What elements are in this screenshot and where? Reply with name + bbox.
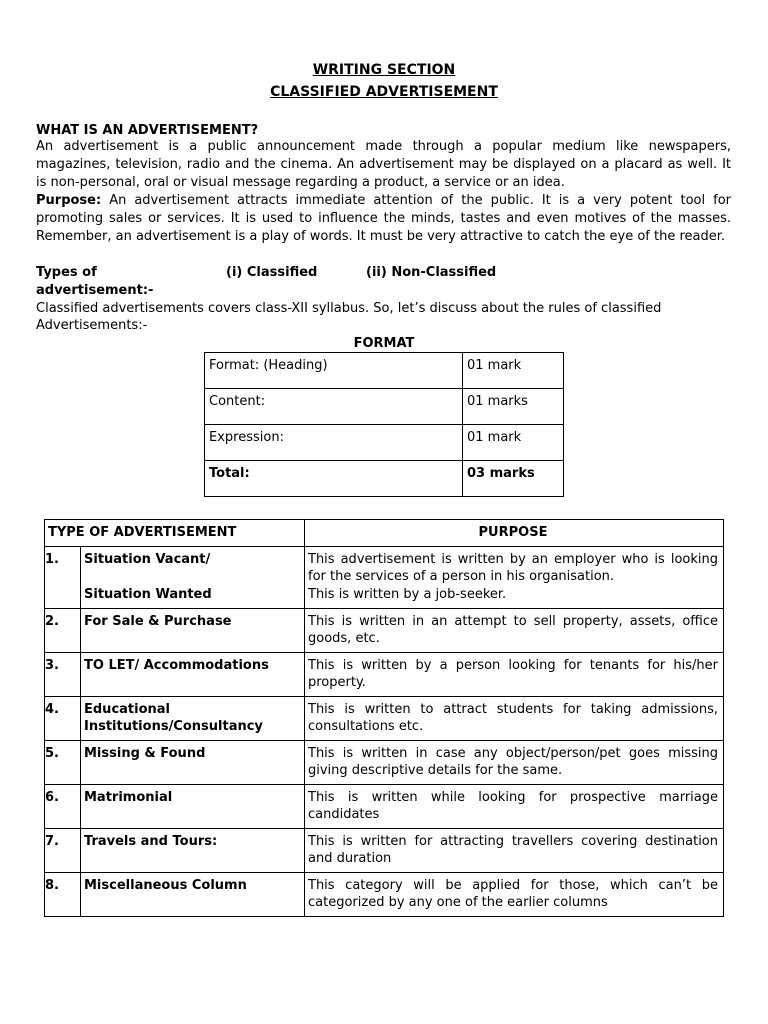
ad-type: Matrimonial xyxy=(81,784,305,828)
ad-type-cell xyxy=(81,546,305,608)
table-row xyxy=(205,389,564,425)
intro-question: WHAT IS AN ADVERTISEMENT? xyxy=(36,123,259,138)
row-number: 4. xyxy=(45,696,81,740)
ad-type: Missing & Found xyxy=(81,740,305,784)
ad-type: Travels and Tours: xyxy=(81,828,305,872)
type-classified: (i) Classified xyxy=(226,265,318,280)
type-non-classified: (ii) Non-Classified xyxy=(366,265,497,280)
ad-type: Situation Vacant/ xyxy=(84,551,211,567)
format-item: Total: xyxy=(205,461,463,497)
format-item: Expression: xyxy=(205,425,463,461)
table-row xyxy=(205,461,564,497)
ad-purpose: This category will be applied for those, which can’t be categorized by any one of the earlier columns xyxy=(305,872,724,916)
row-number: 5. xyxy=(45,740,81,784)
table-row xyxy=(45,696,724,740)
format-marks: 01 mark xyxy=(463,353,564,389)
table-row xyxy=(45,546,724,608)
format-title: FORMAT xyxy=(353,336,415,351)
types-label: Types of advertisement:- xyxy=(36,265,154,298)
purpose-label: Purpose: xyxy=(36,193,102,208)
purpose-text: An advertisement attracts immediate attention of the public. It is a very potent tool for promoting sales or services. It is used to influence the minds, tastes and even motives of the masses. Remember, an advertisement is a play of words. It must be very attractive to catch the eye of the reader. xyxy=(36,193,731,244)
row-number: 8. xyxy=(45,872,81,916)
format-marks: 01 marks xyxy=(463,389,564,425)
advertisement-types-table xyxy=(44,519,724,917)
table-header-row xyxy=(45,520,724,547)
column-header-type: TYPE OF ADVERTISEMENT xyxy=(45,520,305,547)
ad-type-secondary: Situation Wanted xyxy=(84,587,212,602)
ad-type: Educational Institutions/Consultancy xyxy=(81,696,305,740)
row-number: 1. xyxy=(45,546,81,608)
syllabus-note-line2: Advertisements:- xyxy=(36,318,148,333)
column-header-purpose: PURPOSE xyxy=(305,520,724,547)
ad-purpose: This is written to attract students for taking admissions, consultations etc. xyxy=(305,696,724,740)
purpose-paragraph xyxy=(36,192,731,246)
table-row xyxy=(45,740,724,784)
table-row xyxy=(45,652,724,696)
row-number: 2. xyxy=(45,608,81,652)
intro-definition: An advertisement is a public announcement made through a popular medium like newspapers, magazines, television, radio and the cinema. An advertisement may be displayed on a placard as well. It is non-personal, oral or visual message regarding a product, a service or an idea. xyxy=(36,139,731,190)
ad-type: For Sale & Purchase xyxy=(81,608,305,652)
format-marks: 01 mark xyxy=(463,425,564,461)
section-title: WRITING SECTION xyxy=(312,62,456,78)
table-row xyxy=(45,608,724,652)
table-row xyxy=(45,784,724,828)
ad-purpose: This is written in an attempt to sell property, assets, office goods, etc. xyxy=(305,608,724,652)
ad-purpose-secondary: This is written by a job-seeker. xyxy=(308,586,507,602)
ad-purpose-cell xyxy=(305,546,724,608)
ad-purpose: This is written by a person looking for tenants for his/her property. xyxy=(305,652,724,696)
syllabus-note-line1: Classified advertisements covers class-XII syllabus. So, let’s discuss about the rules of classified xyxy=(36,301,662,316)
row-number: 3. xyxy=(45,652,81,696)
format-marks: 03 marks xyxy=(463,461,564,497)
ad-purpose: This is written while looking for prospective marriage candidates xyxy=(305,784,724,828)
table-row xyxy=(205,353,564,389)
ad-purpose: This is written in case any object/person/pet goes missing giving descriptive details for the same. xyxy=(305,740,724,784)
page-title: CLASSIFIED ADVERTISEMENT xyxy=(270,84,498,100)
row-number: 7. xyxy=(45,828,81,872)
ad-type: Miscellaneous Column xyxy=(81,872,305,916)
ad-purpose: This advertisement is written by an employer who is looking for the services of a person in his organisation. xyxy=(308,551,718,584)
format-item: Content: xyxy=(205,389,463,425)
row-number: 6. xyxy=(45,784,81,828)
format-item: Format: (Heading) xyxy=(205,353,463,389)
format-table xyxy=(204,352,564,497)
table-row xyxy=(45,828,724,872)
table-row xyxy=(45,872,724,916)
ad-purpose: This is written for attracting travellers covering destination and duration xyxy=(305,828,724,872)
table-row xyxy=(205,425,564,461)
ad-type: TO LET/ Accommodations xyxy=(81,652,305,696)
